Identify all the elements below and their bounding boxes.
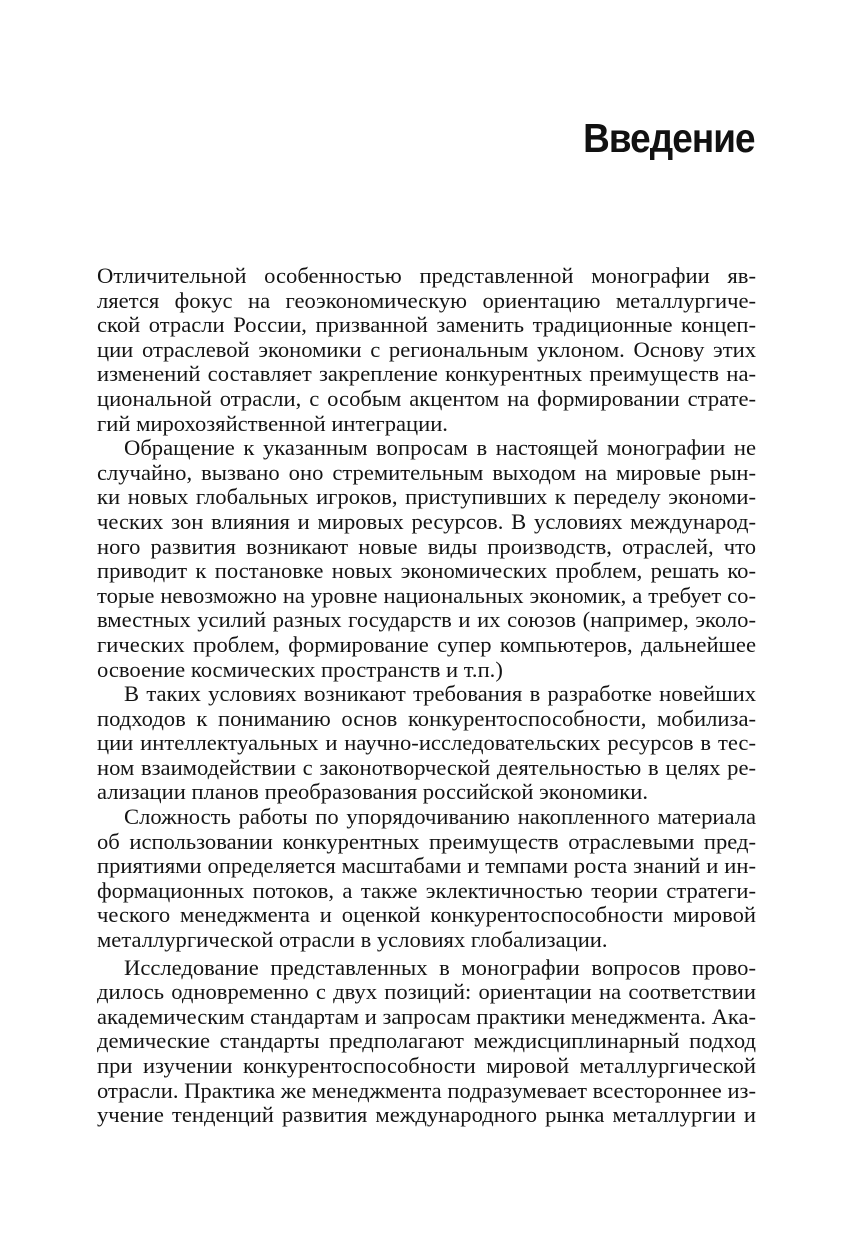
text-line: приводит к постановке новых экономических проблем, решать ко- — [97, 559, 756, 584]
text-line: вместных усилий разных государств и их союзов (например, эколо- — [97, 608, 756, 633]
text-line: циональной отрасли, с особым акцентом на формировании страте- — [97, 386, 756, 411]
text-line: Обращение к указанным вопросам в настоящей монографии не — [124, 436, 756, 461]
text-line: Отличительной особенностью представленной монографии яв- — [97, 264, 756, 288]
text-line: изменений составляет закрепление конкурентных преимуществ на- — [97, 362, 756, 387]
text-line: ном взаимодействии с законотворческой деятельностью в целях ре- — [97, 755, 756, 780]
text-line: демические стандарты предполагают междисциплинарный подход — [97, 1029, 756, 1054]
text-line: формационных потоков, а также эклектичностью теории стратеги- — [97, 878, 756, 903]
text-line: металлургической отрасли в условиях глобализации. — [97, 928, 608, 953]
text-line: торые невозможно на уровне национальных экономик, а требует со- — [97, 583, 756, 608]
text-line: подходов к пониманию основ конкурентоспособности, мобилиза- — [97, 706, 756, 731]
paragraph-1 — [97, 264, 756, 436]
text-line: отрасли. Практика же менеджмента подразумевает всестороннее из- — [97, 1078, 756, 1103]
text-line: дилось одновременно с двух позиций: ориентации на соответствии — [97, 980, 756, 1005]
text-line: академическим стандартам и запросам практики менеджмента. Ака- — [97, 1004, 756, 1029]
text-line: учение тенденций развития международного рынка металлургии и — [97, 1103, 756, 1128]
paragraph-3 — [97, 682, 756, 805]
text-line: гий мирохозяйственной интеграции. — [97, 411, 448, 436]
text-line: об использовании конкурентных преимуществ отраслевыми пред- — [97, 829, 756, 854]
text-line: ции отраслевой экономики с региональным уклоном. Основу этих — [97, 337, 756, 362]
text-line: Исследование представленных в монографии вопросов прово- — [124, 955, 756, 980]
text-line: ки новых глобальных игроков, приступивших к переделу экономи- — [97, 485, 756, 510]
paragraph-5 — [97, 956, 756, 1128]
text-line: приятиями определяется масштабами и темпами роста знаний и ин- — [97, 854, 756, 879]
text-line: при изучении конкурентоспособности мировой металлургической — [97, 1054, 756, 1078]
text-line: освоение космических пространств и т.п.) — [97, 657, 503, 682]
text-line: случайно, вызвано оно стремительным выходом на мировые рын- — [97, 460, 756, 485]
text-line: ции интеллектуальных и научно-исследовательских ресурсов в тес- — [97, 731, 756, 756]
paragraph-2 — [97, 436, 756, 682]
text-line: ческих зон влияния и мировых ресурсов. В условиях международ- — [97, 509, 756, 534]
text-line: В таких условиях возникают требования в разработке новейших — [124, 682, 756, 707]
text-line: Сложность работы по упорядочиванию накопленного материала — [124, 805, 756, 830]
body-text — [97, 264, 756, 1128]
text-line: ческого менеджмента и оценкой конкурентоспособности мировой — [97, 903, 756, 928]
text-line: ализации планов преобразования российской экономики. — [97, 780, 648, 805]
text-line: ляется фокус на геоэкономическую ориентацию металлургиче- — [97, 288, 756, 313]
paragraph-4 — [97, 805, 756, 953]
text-line: гических проблем, формирование супер компьютеров, дальнейшее — [97, 632, 756, 657]
chapter-title: Введение — [583, 115, 755, 161]
text-line: ного развития возникают новые виды производств, отраслей, что — [97, 534, 756, 559]
text-line: ской отрасли России, призванной заменить традиционные концеп- — [97, 313, 756, 338]
